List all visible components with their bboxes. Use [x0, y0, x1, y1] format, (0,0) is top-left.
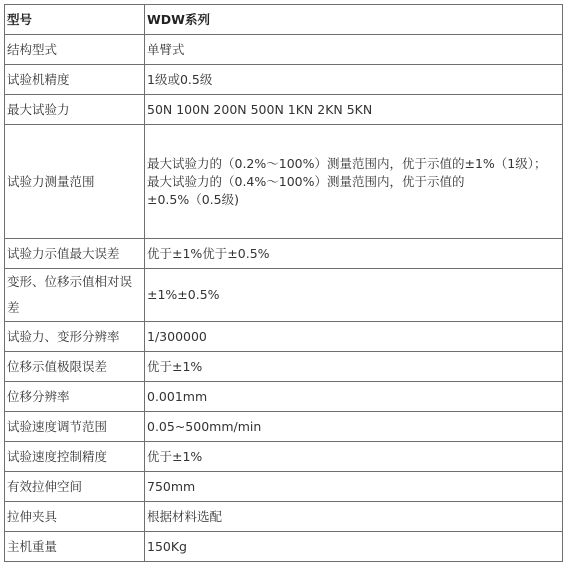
- table-row: [5, 95, 563, 125]
- row-label: 试验力、变形分辨率: [5, 322, 145, 352]
- row-label: 试验力测量范围: [5, 125, 145, 239]
- table-header-row: [5, 5, 563, 35]
- row-label: 最大试验力: [5, 95, 145, 125]
- row-label: 位移分辨率: [5, 382, 145, 412]
- spec-table: [4, 4, 563, 562]
- row-value: 50N 100N 200N 500N 1KN 2KN 5KN: [145, 95, 563, 125]
- row-label: 试验机精度: [5, 65, 145, 95]
- row-value: [145, 125, 563, 239]
- table-row: [5, 382, 563, 412]
- row-value: 150Kg: [145, 532, 563, 562]
- row-label: 位移示值极限误差: [5, 352, 145, 382]
- row-label: 结构型式: [5, 35, 145, 65]
- row-value: 0.001mm: [145, 382, 563, 412]
- table-row: [5, 322, 563, 352]
- row-label: 试验力示值最大误差: [5, 239, 145, 269]
- row-value: 单臂式: [145, 35, 563, 65]
- row-value: ±1%±0.5%: [145, 269, 563, 322]
- row-value: 优于±1%: [145, 442, 563, 472]
- table-row: [5, 125, 563, 239]
- table-row: [5, 502, 563, 532]
- table-row: [5, 65, 563, 95]
- row-value: 1级或0.5级: [145, 65, 563, 95]
- row-label: 变形、位移示值相对误差: [5, 269, 145, 322]
- table-row: [5, 412, 563, 442]
- table-row: [5, 472, 563, 502]
- row-value: 0.05~500mm/min: [145, 412, 563, 442]
- row-label: 拉伸夹具: [5, 502, 145, 532]
- row-value: 优于±1%优于±0.5%: [145, 239, 563, 269]
- row-value-line: 最大试验力的（0.4%～100%）测量范围内，优于示值的: [147, 173, 465, 189]
- table-row: [5, 269, 563, 322]
- row-label: 试验速度控制精度: [5, 442, 145, 472]
- table-row: [5, 239, 563, 269]
- table-row: [5, 442, 563, 472]
- header-cell-model: 型号: [5, 5, 145, 35]
- table-row: [5, 352, 563, 382]
- row-value: 750mm: [145, 472, 563, 502]
- row-label: 试验速度调节范围: [5, 412, 145, 442]
- row-label: 有效拉伸空间: [5, 472, 145, 502]
- table-row: [5, 532, 563, 562]
- header-cell-series: WDW系列: [145, 5, 563, 35]
- row-value: 优于±1%: [145, 352, 563, 382]
- row-value-line: 最大试验力的（0.2%～100%）测量范围内，优于示值的±1%（1级）；: [147, 155, 547, 171]
- row-value-line: ±0.5%（0.5级): [147, 191, 239, 207]
- row-value: 根据材料选配: [145, 502, 563, 532]
- row-label: 主机重量: [5, 532, 145, 562]
- row-value: 1/300000: [145, 322, 563, 352]
- table-row: [5, 35, 563, 65]
